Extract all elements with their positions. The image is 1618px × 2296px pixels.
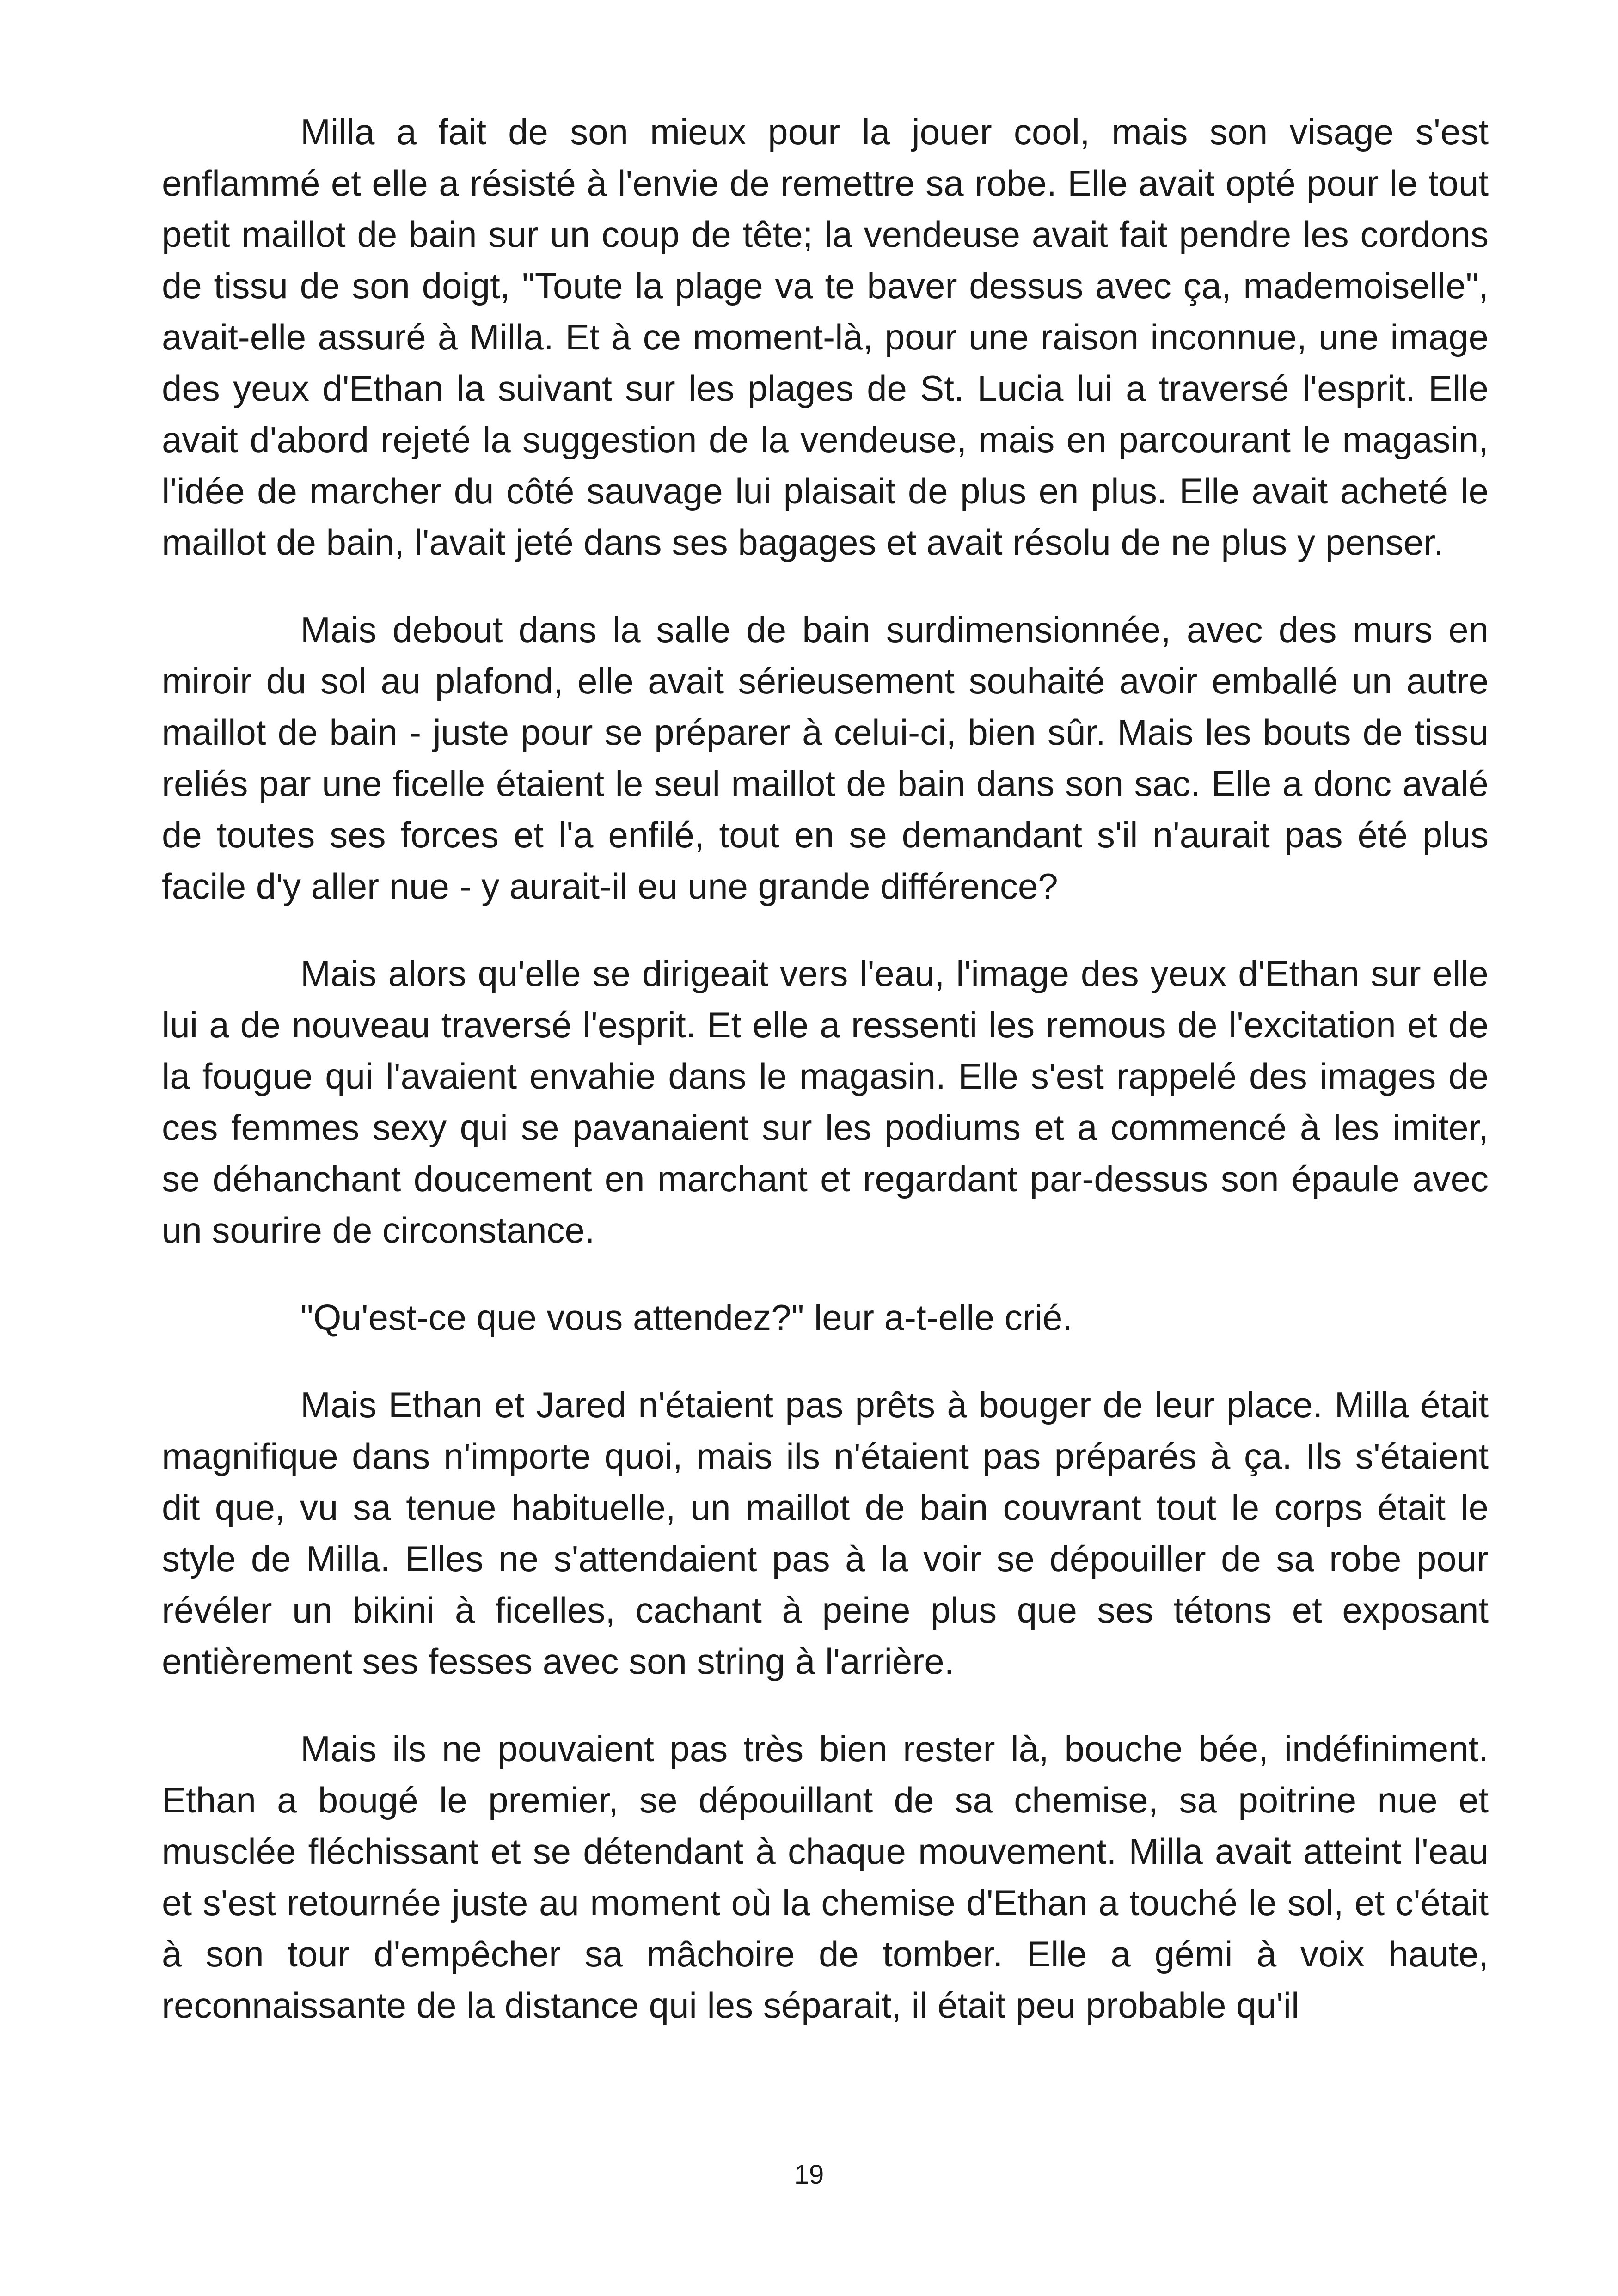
- paragraph-5: Mais Ethan et Jared n'étaient pas prêts à bouger de leur place. Milla était magnifique dans n'importe quoi, mais ils n'étaient pas préparés à ça. Ils s'étaient dit que, vu sa tenue habituelle, un maillot de bain couvrant tout le corps était le style de Milla. Elles ne s'attendaient pas à la voir se dépouiller de sa robe pour révéler un bikini à ficelles, cachant à peine plus que ses tétons et exposant entièrement ses fesses avec son string à l'arrière.: [162, 1384, 1489, 1682]
- paragraph-6: Mais ils ne pouvaient pas très bien rester là, bouche bée, indéfiniment. Ethan a bougé le premier, se dépouillant de sa chemise, sa poitrine nue et musclée fléchissant et se détendant à chaque mouvement. Milla avait atteint l'eau et s'est retournée juste au moment où la chemise d'Ethan a touché le sol, et c'était à son tour d'empêcher sa mâchoire de tomber. Elle a gémi à voix haute, reconnaissante de la distance qui les séparait, il était peu probable qu'il: [162, 1728, 1489, 2026]
- paragraph-1: Milla a fait de son mieux pour la jouer cool, mais son visage s'est enflammé et elle a résisté à l'envie de remettre sa robe. Elle avait opté pour le tout petit maillot de bain sur un coup de tête; la vendeuse avait fait pendre les cordons de tissu de son doigt, "Toute la plage va te baver dessus avec ça, mademoiselle", avait-elle assuré à Milla. Et à ce moment-là, pour une raison inconnue, une image des yeux d'Ethan la suivant sur les plages de St. Lucia lui a traversé l'esprit. Elle avait d'abord rejeté la suggestion de la vendeuse, mais en parcourant le magasin, l'idée de marcher du côté sauvage lui plaisait de plus en plus. Elle avait acheté le maillot de bain, l'avait jeté dans ses bagages et avait résolu de ne plus y penser.: [162, 111, 1489, 563]
- body-text: [162, 106, 1489, 2067]
- paragraph-2: Mais debout dans la salle de bain surdimensionnée, avec des murs en miroir du sol au plafond, elle avait sérieusement souhaité avoir emballé un autre maillot de bain - juste pour se préparer à celui-ci, bien sûr. Mais les bouts de tissu reliés par une ficelle étaient le seul maillot de bain dans son sac. Elle a donc avalé de toutes ses forces et l'a enfilé, tout en se demandant s'il n'aurait pas été plus facile d'y aller nue - y aurait-il eu une grande différence?: [162, 609, 1489, 906]
- paragraph-3: Mais alors qu'elle se dirigeait vers l'eau, l'image des yeux d'Ethan sur elle lui a de nouveau traversé l'esprit. Et elle a ressenti les remous de l'excitation et de la fougue qui l'avaient envahie dans le magasin. Elle s'est rappelé des images de ces femmes sexy qui se pavanaient sur les podiums et a commencé à les imiter, se déhanchant doucement en marchant et regardant par-dessus son épaule avec un sourire de circonstance.: [162, 953, 1489, 1250]
- paragraph-4: "Qu'est-ce que vous attendez?" leur a-t-elle crié.: [300, 1297, 1073, 1338]
- page-number: 19: [794, 2160, 824, 2190]
